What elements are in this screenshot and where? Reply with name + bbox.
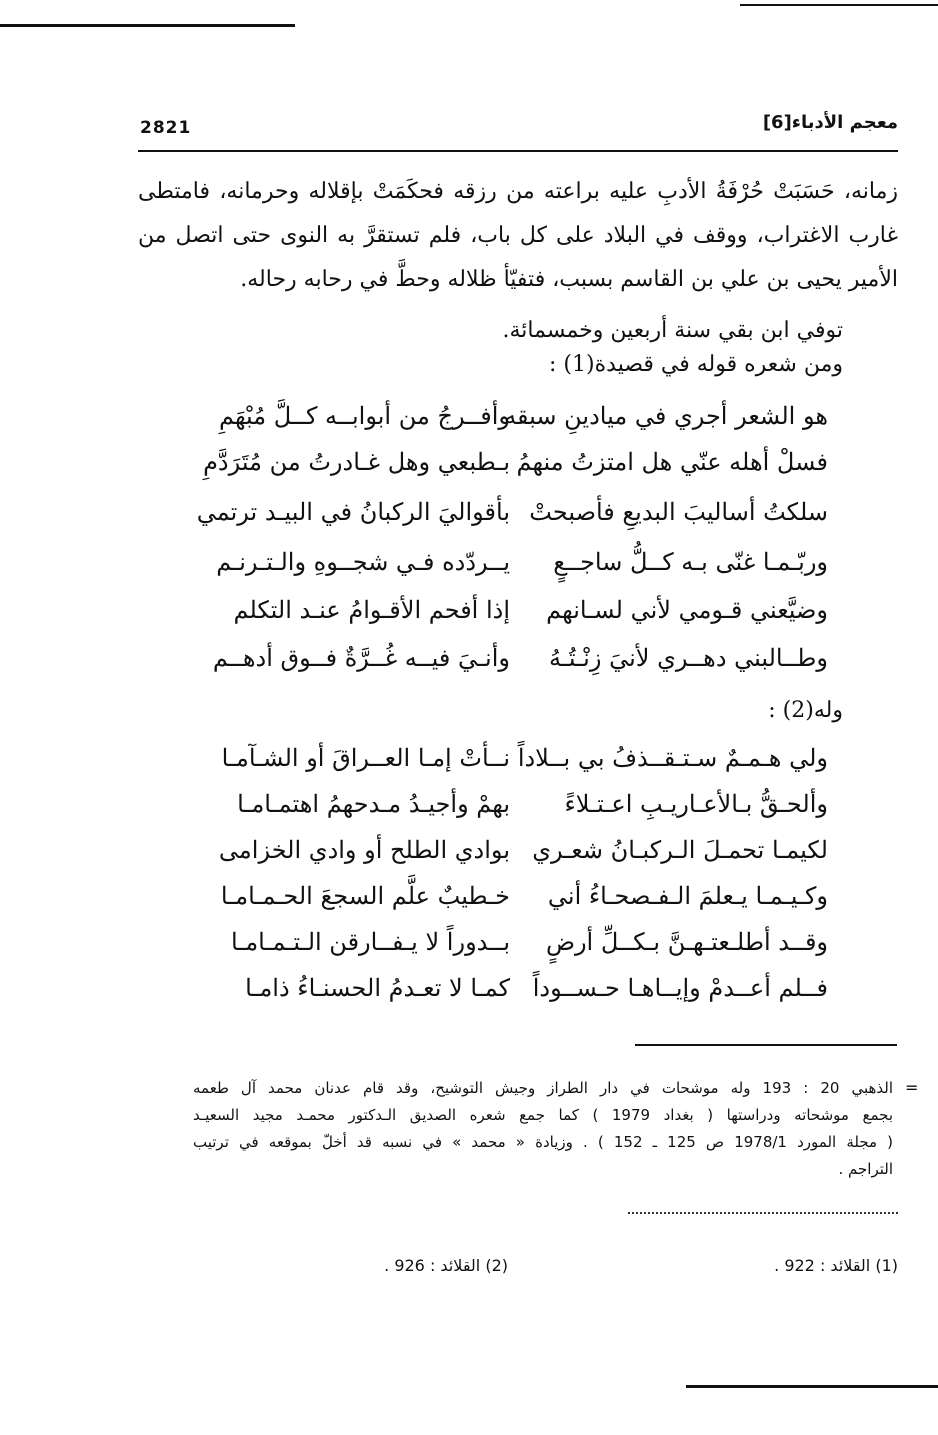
verse-hemistich-right: لكيمـا تحمـلَ الـركبـانُ شعـري: [532, 836, 828, 864]
verse-hemistich-right: وكـيـمـا يـعلمَ الـفـصحـاءُ أني: [547, 882, 828, 910]
footnote-line: ( مجلة المورد 1978/1 ص 125 ـ 152 ) . وزيادة « محمد » في نسبه قد أخلّ بموقعه في ترتيب: [193, 1133, 893, 1151]
verse-hemistich-left: بأقواليَ الركبانُ في البيـد ترتمي: [196, 498, 510, 526]
footnote-continuation-mark: =: [905, 1078, 919, 1097]
dotted-separator: [628, 1212, 898, 1214]
verse-hemistich-left: بـطبعي وهل غـادرتُ من مُتَرَدَّمِ: [203, 448, 510, 476]
page-number: 2821: [140, 118, 192, 138]
reference-2: (2) القلائد : 926 .: [384, 1256, 508, 1275]
verse-hemistich-left: بــدوراً لا يـفــارقن الـتـمـامـا: [230, 928, 510, 956]
running-header-title: معجم الأدباء[6]: [762, 112, 898, 133]
footnote-line: التراجم .: [838, 1160, 893, 1178]
footnote-continuation: [193, 1075, 893, 1183]
top-right-rule: [740, 4, 938, 6]
verse-hemistich-right: فــلم أعــدمْ وإيــاهـا حـســوداً: [532, 974, 828, 1002]
verse-hemistich-right: سلكتُ أساليبَ البديعِ فأصبحتْ: [529, 498, 828, 526]
death-note: توفي ابن بقي سنة أربعين وخمسمائة.: [502, 318, 843, 343]
body-paragraph: [138, 170, 898, 302]
verse-hemistich-left: بهمْ وأجيـدُ مـدحهمُ اهتمـامـا: [237, 790, 510, 818]
bottom-rule: [686, 1385, 938, 1388]
verse-hemistich-left: خـطيبٌ علَّم السجعَ الحـمـامـا: [220, 882, 510, 910]
top-left-rule: [0, 24, 295, 27]
footnote-line: بجمع موشحاته ودراستها ( بغداد 1979 ) كما جمع شعره الصديق الـدكتور محمـد مجيد السعيـد: [193, 1106, 893, 1124]
footnote-rule: [635, 1044, 897, 1046]
verse-hemistich-left: نــأتْ إمـا العــراقَ أو الشـآمـا: [221, 744, 510, 772]
verse-hemistich-left: يــردّده فـي شجــوهِ والـتـرنـم: [216, 548, 510, 576]
verse-hemistich-left: إذا أفحم الأقـوامُ عنـد التكلم: [233, 596, 510, 624]
verse-hemistich-right: وألحـقُّ بـالأعـاريـبِ اعـتـلاءً: [564, 790, 828, 818]
header-rule: [138, 150, 898, 152]
verse-hemistich-right: وربّـمـا غنّى بـه كــلُّ ساجــعٍ: [553, 548, 828, 576]
poem1-intro: ومن شعره قوله في قصيدة(1) :: [549, 352, 843, 377]
verse-hemistich-right: وضيَّعني قـومي لأني لسـانهم: [546, 596, 828, 624]
verse-hemistich-right: ولي هـمـمٌ سـتـقــذفُ بي بــلاداً: [517, 744, 828, 772]
verse-hemistich-left: وأفــرجُ من أبوابــه كــلَّ مُبْهَمِ: [219, 402, 510, 430]
footnote-line: الذهبي 20 : 193 وله موشحات في دار الطراز وجيش التوشيح، وقد قام عدنان محمد آل طعمه: [193, 1079, 893, 1097]
verse-hemistich-left: بوادي الطلح أو وادي الخزامى: [218, 836, 510, 864]
body-line: زمانه، حَسَبَتْ حُرْفَةُ الأدبِ عليه براعته من رزقه فحكَمَتْ بإقلاله وحرمانه، فامتطى: [138, 179, 898, 204]
verse-hemistich-right: هو الشعر أجري في ميادينِ سبقه: [504, 402, 828, 430]
verse-hemistich-right: وطــالبني دهــري لأنيَ زِنْـتُـهُ: [549, 644, 828, 672]
body-line: غارب الاغتراب، ووقف في البلاد على كل باب، فلم تستقرَّ به النوى حتى اتصل من: [138, 223, 898, 248]
verse-hemistich-left: كمـا لا تعـدمُ الحسنـاءُ ذامـا: [245, 974, 510, 1002]
verse-hemistich-left: وأنـيَ فيــه غُــرَّةٌ فــوق أدهــم: [212, 644, 510, 672]
verse-hemistich-right: وقــد أطلـعتـهـنَّ بـكــلِّ أرضٍ: [545, 928, 828, 956]
poem2-intro: وله(2) :: [768, 698, 843, 723]
verse-hemistich-right: فسلْ أهله عنّي هل امتزتُ منهمُ: [516, 448, 828, 476]
reference-1: (1) القلائد : 922 .: [774, 1256, 898, 1275]
body-line: الأمير يحيى بن علي بن القاسم بسبب، فتفيّأ ظلاله وحطَّ في رحابه رحاله.: [240, 267, 898, 292]
